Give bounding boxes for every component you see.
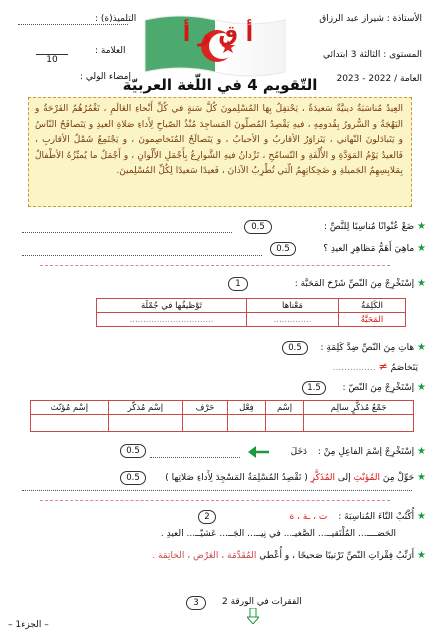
passage-text: العِيدُ مُناسَبَةٌ دينيَّةٌ سَعيدَةٌ ، يَحْتفِلُ بِهَا المُسْلِمونَ كُلَّ سَنةٍ في كُلِّ أَنْحاءِ العَالَمِ ، تَغْمُرُهُمُ الفَرْحَةُ و البَهْجَةُ و السُّرورُ بِقُدومِهِ ، فيهِ يَقْصِدُ المُصلّونَ المَساجِدَ مُنْذُ الصّباحِ لِأَداءِ صَلاةِ العيدِ و يَتَصافَحُ النّاسُ و يَتَبادَلونَ التّهاني ، يَتَزاوَرُ الأقاربُ و الأحبابُ ، و يَتَصالَحُ المُتَخاصِمونَ ، و يَجْتَمِعُ شَمْلُ الأقاربِ ، فَالعيدُ يَوْمُ المَوَدَّةِ و الأُلْفَةِ و التّسامُحِ ، تَزْدانُ فيهِ الشَّوارِعُ بِأَجْمَلِ الأَلْوانِ ، و أَجْمَلُ ما يُميِّزُهُ الأطْفالُ بِمَلابِسِهِمُ الجَميلةِ و ضَحِكاتِهِمُ الّتي تُطْرِبُ الآذانَ ، فَعيدًا سَعيدًا لِكُلِّ المُسْلِمينَ. <box>35 104 403 176</box>
question-3: ★ إسْتَخْرِجْ مِنَ النّصِّ شَرْحَ المَحَبَّة : <box>294 278 426 289</box>
meaning-table <box>96 298 406 327</box>
teacher-name: الأستاذة : شيراز عبد الرزاق <box>319 14 422 24</box>
col-noun: إسْم <box>265 401 304 415</box>
answer-cell[interactable] <box>228 415 266 432</box>
points-badge-q1: 0.5 <box>244 220 272 234</box>
logo-letters: أ ق ر أ <box>182 22 254 47</box>
question-1: ★ ضَعْ عُنْوانًا مُناسِبًا لِلنَّصِّ : <box>324 221 426 232</box>
answer-cell[interactable] <box>304 415 414 432</box>
answer-cell[interactable] <box>108 415 182 432</box>
answer-cell[interactable] <box>183 415 228 432</box>
question-7: ★ حَوِّلْ مِنَ المُؤنّثِ إلى المُذَكَّرِ ( تَقْصِدُ المُسْلِمَةُ المَسْجِدَ لِأَداءِ صَلاتِها ) <box>165 472 426 483</box>
answer-cell[interactable]: .............. <box>247 313 339 327</box>
answer-cell[interactable]: ............................... <box>97 313 247 327</box>
grade-label: العلامة : <box>95 46 126 56</box>
star-icon: ★ <box>417 550 426 561</box>
points-badge-q7: 0.5 <box>120 471 146 485</box>
question-5: ★ إسْتَخْرِجْ مِنَ النّصّ : <box>342 382 426 393</box>
grade-max: 10 <box>46 55 58 65</box>
star-icon: ★ <box>417 446 426 457</box>
table-header-usage: تَوْظيفُها في جُمْلَة <box>97 299 247 313</box>
arrow-left-icon <box>248 446 270 458</box>
points-badge-q4: 0.5 <box>282 341 308 355</box>
section-divider <box>40 500 390 501</box>
points-badge-q9: 3 <box>186 596 206 610</box>
exam-title: التّقويم 4 في اللّغة العربيّة <box>122 76 318 94</box>
page-label: – الجزء1 – <box>8 620 49 630</box>
question-2: ★ ماهِيَ أَهَمُّ مَظاهِرِ العيدِ ؟ <box>323 243 426 254</box>
points-badge-q6: 0.5 <box>120 444 146 458</box>
star-icon: ★ <box>417 511 426 522</box>
table-header-meaning: مَعْناها <box>247 299 339 313</box>
star-icon: ★ <box>417 278 426 289</box>
table-word-cell: المَحَبَّةُ <box>339 313 406 327</box>
answer-cell[interactable] <box>31 415 109 432</box>
star-icon: ★ <box>417 472 426 483</box>
table-header-word: الكَلِمَةُ <box>339 299 406 313</box>
footer-paragraphs-note: الفقرات في الورقة 2 <box>222 597 302 607</box>
arrow-down-icon <box>247 608 259 624</box>
level-label: المستوى : الثالثة 3 ابتدائي <box>322 50 422 60</box>
antonym-word: يَتَخاصَمُ ≠ ............... <box>332 360 418 373</box>
star-icon: ★ <box>417 243 426 254</box>
reading-passage <box>28 97 412 207</box>
points-badge-q3: 1 <box>228 277 248 291</box>
col-verb: فِعْل <box>228 401 266 415</box>
grammar-table <box>30 400 414 432</box>
col-masc-noun: إسْم مُذكّر <box>108 401 182 415</box>
school-year: العامة / 2022 - 2023 <box>336 74 422 84</box>
guardian-signature-label: إمضاء الولي : <box>80 72 131 82</box>
student-label: التلميذ(ة) : <box>95 14 137 24</box>
grade-box <box>30 42 74 66</box>
col-fem-noun: إسْم مُؤنّث <box>31 401 109 415</box>
star-icon: ★ <box>417 221 426 232</box>
col-sound-masc-plural: جَمْعُ مُذكَّرٍ سالِم <box>304 401 414 415</box>
points-badge-q5: 1.5 <box>302 381 326 395</box>
question-8: ★ أُكْتُبْ التّاءَ المُناسِبَةَ : ت ، ـة ، ة <box>289 511 426 522</box>
star-icon: ★ <box>417 342 426 353</box>
fill-in-sentence: الحَضــــ... المُلْتَقيــ... الصَّغيـ... في نِيــ... الجَــ... عَشيّــ... العيدِ . <box>160 529 396 539</box>
not-equal-sign: ≠ <box>378 360 388 373</box>
points-badge-q8: 2 <box>198 510 216 524</box>
answer-cell[interactable] <box>265 415 304 432</box>
question-6: ★ إسْتَخْرِجْ إسْمَ الفاعِلِ مِنْ : دَخَلَ <box>290 446 426 457</box>
section-divider <box>40 265 390 266</box>
question-4: ★ هاتِ مِنَ النّصِّ ضِدَّ كَلِمَةِ : <box>320 342 426 353</box>
points-badge-q2: 0.5 <box>270 242 296 256</box>
question-9: ★ أَرَتِّبُ فِقْراتِ النّصِّ تَرْتيبًا صَحيحًا ، و أُعْطي المُقَدِّمَة ، العَرْض ، الخاتِمَة . <box>152 550 426 561</box>
star-icon: ★ <box>417 382 426 393</box>
col-letter: حَرْف <box>183 401 228 415</box>
